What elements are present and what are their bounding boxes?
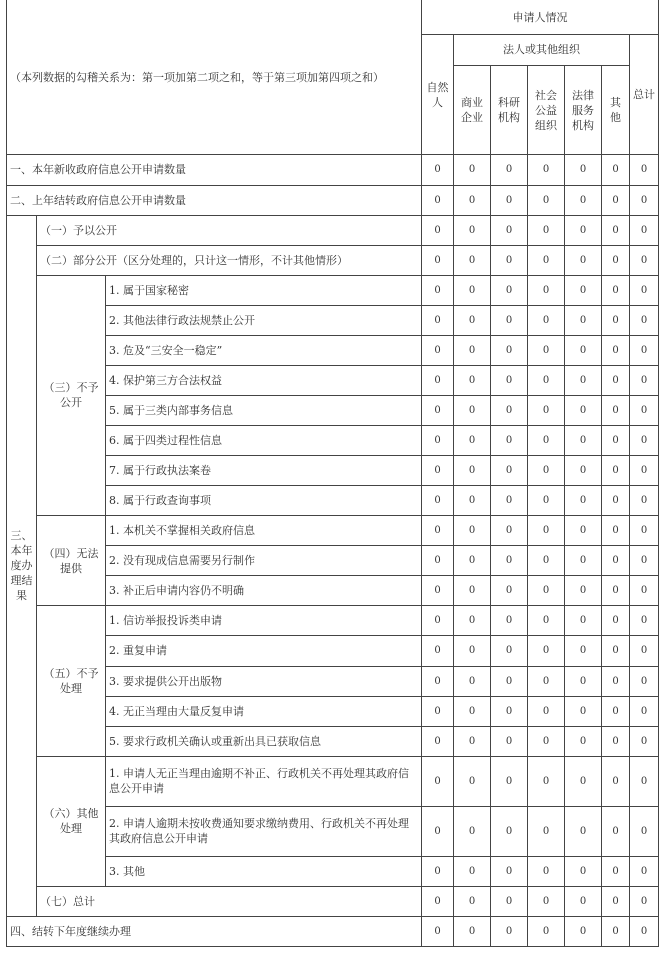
value-cell: 0 <box>422 886 454 916</box>
value-cell: 0 <box>491 916 528 946</box>
row-label: 一、本年新收政府信息公开申请数量 <box>7 155 422 185</box>
value-cell: 0 <box>491 155 528 185</box>
value-cell: 0 <box>491 305 528 335</box>
value-cell: 0 <box>602 245 630 275</box>
value-cell: 0 <box>454 606 491 636</box>
value-cell: 0 <box>454 666 491 696</box>
value-cell: 0 <box>528 606 565 636</box>
row-label: 7. 属于行政执法案卷 <box>106 456 422 486</box>
value-cell: 0 <box>454 806 491 856</box>
value-cell: 0 <box>528 726 565 756</box>
value-cell: 0 <box>491 275 528 305</box>
row-label: 4. 无正当理由大量反复申请 <box>106 696 422 726</box>
value-cell: 0 <box>602 185 630 215</box>
value-cell: 0 <box>565 576 602 606</box>
value-cell: 0 <box>602 916 630 946</box>
value-cell: 0 <box>454 696 491 726</box>
row-label: 5. 要求行政机关确认或重新出具已获取信息 <box>106 726 422 756</box>
value-cell: 0 <box>602 606 630 636</box>
statistics-table <box>6 0 659 947</box>
value-cell: 0 <box>491 395 528 425</box>
relationship-note: （本列数据的勾稽关系为：第一项加第二项之和，等于第三项加第四项之和） <box>7 0 422 155</box>
value-cell: 0 <box>422 756 454 806</box>
value-cell: 0 <box>491 726 528 756</box>
row-label: 3. 补正后申请内容仍不明确 <box>106 576 422 606</box>
value-cell: 0 <box>602 696 630 726</box>
value-cell: 0 <box>528 756 565 806</box>
value-cell: 0 <box>565 806 602 856</box>
value-cell: 0 <box>602 335 630 365</box>
value-cell: 0 <box>565 426 602 456</box>
value-cell: 0 <box>491 856 528 886</box>
value-cell: 0 <box>454 916 491 946</box>
row-label: 1. 申请人无正当理由逾期不补正、行政机关不再处理其政府信息公开申请 <box>106 756 422 806</box>
value-cell: 0 <box>528 365 565 395</box>
value-cell: 0 <box>454 486 491 516</box>
value-cell: 0 <box>602 756 630 806</box>
value-cell: 0 <box>422 856 454 886</box>
public-welfare-header: 社会公益组织 <box>528 65 565 155</box>
value-cell: 0 <box>422 606 454 636</box>
table-row <box>7 245 659 275</box>
value-cell: 0 <box>602 456 630 486</box>
value-cell: 0 <box>491 806 528 856</box>
value-cell: 0 <box>454 275 491 305</box>
table-row <box>7 756 659 806</box>
value-cell: 0 <box>422 486 454 516</box>
other-header: 其他 <box>602 65 630 155</box>
value-cell: 0 <box>630 486 659 516</box>
value-cell: 0 <box>630 426 659 456</box>
row-label: （七）总计 <box>37 886 422 916</box>
value-cell: 0 <box>422 456 454 486</box>
value-cell: 0 <box>491 215 528 245</box>
value-cell: 0 <box>630 576 659 606</box>
value-cell: 0 <box>602 636 630 666</box>
value-cell: 0 <box>630 546 659 576</box>
row-label: （一）予以公开 <box>37 215 422 245</box>
row-label: 2. 重复申请 <box>106 636 422 666</box>
value-cell: 0 <box>422 155 454 185</box>
value-cell: 0 <box>454 636 491 666</box>
value-cell: 0 <box>422 245 454 275</box>
row-label: 8. 属于行政查询事项 <box>106 486 422 516</box>
value-cell: 0 <box>454 185 491 215</box>
value-cell: 0 <box>630 726 659 756</box>
value-cell: 0 <box>528 305 565 335</box>
value-cell: 0 <box>491 516 528 546</box>
value-cell: 0 <box>630 856 659 886</box>
value-cell: 0 <box>528 155 565 185</box>
applicant-header: 申请人情况 <box>422 0 659 35</box>
value-cell: 0 <box>630 886 659 916</box>
value-cell: 0 <box>491 606 528 636</box>
value-cell: 0 <box>454 756 491 806</box>
value-cell: 0 <box>528 546 565 576</box>
value-cell: 0 <box>491 636 528 666</box>
value-cell: 0 <box>630 365 659 395</box>
value-cell: 0 <box>528 516 565 546</box>
value-cell: 0 <box>491 756 528 806</box>
row-label: 5. 属于三类内部事务信息 <box>106 395 422 425</box>
value-cell: 0 <box>565 155 602 185</box>
value-cell: 0 <box>491 365 528 395</box>
value-cell: 0 <box>528 426 565 456</box>
value-cell: 0 <box>565 666 602 696</box>
row-label: 3. 要求提供公开出版物 <box>106 666 422 696</box>
value-cell: 0 <box>491 546 528 576</box>
value-cell: 0 <box>565 756 602 806</box>
value-cell: 0 <box>565 245 602 275</box>
value-cell: 0 <box>602 516 630 546</box>
row-label: 4. 保护第三方合法权益 <box>106 365 422 395</box>
value-cell: 0 <box>491 696 528 726</box>
value-cell: 0 <box>528 666 565 696</box>
value-cell: 0 <box>630 636 659 666</box>
value-cell: 0 <box>454 546 491 576</box>
value-cell: 0 <box>491 245 528 275</box>
value-cell: 0 <box>630 305 659 335</box>
value-cell: 0 <box>528 636 565 666</box>
value-cell: 0 <box>422 275 454 305</box>
value-cell: 0 <box>630 806 659 856</box>
group-not-disclosed: （三）不予公开 <box>37 275 106 516</box>
table-row <box>7 886 659 916</box>
value-cell: 0 <box>454 886 491 916</box>
research-header: 科研机构 <box>491 65 528 155</box>
value-cell: 0 <box>565 696 602 726</box>
value-cell: 0 <box>602 215 630 245</box>
value-cell: 0 <box>491 456 528 486</box>
value-cell: 0 <box>630 395 659 425</box>
value-cell: 0 <box>565 726 602 756</box>
value-cell: 0 <box>454 365 491 395</box>
value-cell: 0 <box>630 185 659 215</box>
row-label: 2. 申请人逾期未按收费通知要求缴纳费用、行政机关不再处理其政府信息公开申请 <box>106 806 422 856</box>
value-cell: 0 <box>454 395 491 425</box>
value-cell: 0 <box>422 426 454 456</box>
value-cell: 0 <box>528 395 565 425</box>
value-cell: 0 <box>630 335 659 365</box>
value-cell: 0 <box>630 215 659 245</box>
value-cell: 0 <box>528 215 565 245</box>
value-cell: 0 <box>528 696 565 726</box>
value-cell: 0 <box>454 335 491 365</box>
value-cell: 0 <box>528 576 565 606</box>
value-cell: 0 <box>602 886 630 916</box>
value-cell: 0 <box>422 576 454 606</box>
value-cell: 0 <box>630 756 659 806</box>
value-cell: 0 <box>602 395 630 425</box>
value-cell: 0 <box>565 395 602 425</box>
value-cell: 0 <box>528 275 565 305</box>
value-cell: 0 <box>491 335 528 365</box>
value-cell: 0 <box>422 395 454 425</box>
value-cell: 0 <box>528 185 565 215</box>
value-cell: 0 <box>565 856 602 886</box>
row-label: 2. 没有现成信息需要另行制作 <box>106 546 422 576</box>
value-cell: 0 <box>422 726 454 756</box>
legal-service-header: 法律服务机构 <box>565 65 602 155</box>
value-cell: 0 <box>422 666 454 696</box>
value-cell: 0 <box>528 245 565 275</box>
row-label: 二、上年结转政府信息公开申请数量 <box>7 185 422 215</box>
value-cell: 0 <box>528 456 565 486</box>
value-cell: 0 <box>630 916 659 946</box>
value-cell: 0 <box>528 806 565 856</box>
value-cell: 0 <box>602 576 630 606</box>
value-cell: 0 <box>422 516 454 546</box>
group-not-processed: （五）不予处理 <box>37 606 106 756</box>
value-cell: 0 <box>528 486 565 516</box>
value-cell: 0 <box>630 606 659 636</box>
value-cell: 0 <box>565 305 602 335</box>
row-label: 3. 危及“三安全一稳定” <box>106 335 422 365</box>
value-cell: 0 <box>602 546 630 576</box>
value-cell: 0 <box>528 856 565 886</box>
total-header: 总计 <box>630 35 659 155</box>
value-cell: 0 <box>528 916 565 946</box>
value-cell: 0 <box>422 806 454 856</box>
value-cell: 0 <box>565 546 602 576</box>
group-cannot-provide: （四）无法提供 <box>37 516 106 606</box>
legal-group-header: 法人或其他组织 <box>454 35 630 66</box>
value-cell: 0 <box>602 726 630 756</box>
row-label: 6. 属于四类过程性信息 <box>106 426 422 456</box>
value-cell: 0 <box>491 576 528 606</box>
table-row <box>7 185 659 215</box>
table-row <box>7 516 659 546</box>
value-cell: 0 <box>422 305 454 335</box>
value-cell: 0 <box>630 155 659 185</box>
value-cell: 0 <box>422 185 454 215</box>
value-cell: 0 <box>491 185 528 215</box>
value-cell: 0 <box>491 886 528 916</box>
value-cell: 0 <box>454 155 491 185</box>
value-cell: 0 <box>602 856 630 886</box>
value-cell: 0 <box>565 456 602 486</box>
value-cell: 0 <box>602 666 630 696</box>
value-cell: 0 <box>565 365 602 395</box>
table-row <box>7 215 659 245</box>
value-cell: 0 <box>422 365 454 395</box>
value-cell: 0 <box>422 916 454 946</box>
row-label: 3. 其他 <box>106 856 422 886</box>
value-cell: 0 <box>630 245 659 275</box>
value-cell: 0 <box>422 215 454 245</box>
table-row <box>7 606 659 636</box>
row-label: 四、结转下年度继续办理 <box>7 916 422 946</box>
value-cell: 0 <box>565 275 602 305</box>
value-cell: 0 <box>630 275 659 305</box>
table-row <box>7 916 659 946</box>
value-cell: 0 <box>491 486 528 516</box>
row-label: （二）部分公开（区分处理的，只计这一情形，不计其他情形） <box>37 245 422 275</box>
value-cell: 0 <box>454 456 491 486</box>
value-cell: 0 <box>565 185 602 215</box>
table-row <box>7 275 659 305</box>
row-label: 1. 本机关不掌握相关政府信息 <box>106 516 422 546</box>
value-cell: 0 <box>528 886 565 916</box>
value-cell: 0 <box>491 426 528 456</box>
value-cell: 0 <box>565 606 602 636</box>
value-cell: 0 <box>602 426 630 456</box>
value-cell: 0 <box>630 516 659 546</box>
value-cell: 0 <box>602 486 630 516</box>
natural-person-header: 自然人 <box>422 35 454 155</box>
value-cell: 0 <box>454 726 491 756</box>
value-cell: 0 <box>454 215 491 245</box>
value-cell: 0 <box>565 916 602 946</box>
value-cell: 0 <box>454 576 491 606</box>
section-three-label: 三、本年度办理结果 <box>7 215 37 916</box>
value-cell: 0 <box>602 155 630 185</box>
group-other-processing: （六）其他处理 <box>37 756 106 886</box>
value-cell: 0 <box>422 335 454 365</box>
value-cell: 0 <box>630 456 659 486</box>
value-cell: 0 <box>602 275 630 305</box>
table-row <box>7 155 659 185</box>
value-cell: 0 <box>602 305 630 335</box>
commercial-header: 商业企业 <box>454 65 491 155</box>
value-cell: 0 <box>454 426 491 456</box>
value-cell: 0 <box>630 696 659 726</box>
row-label: 1. 信访举报投诉类申请 <box>106 606 422 636</box>
value-cell: 0 <box>528 335 565 365</box>
value-cell: 0 <box>602 806 630 856</box>
value-cell: 0 <box>454 516 491 546</box>
value-cell: 0 <box>565 215 602 245</box>
value-cell: 0 <box>565 886 602 916</box>
value-cell: 0 <box>602 365 630 395</box>
value-cell: 0 <box>422 546 454 576</box>
value-cell: 0 <box>454 245 491 275</box>
value-cell: 0 <box>565 335 602 365</box>
value-cell: 0 <box>565 636 602 666</box>
value-cell: 0 <box>565 516 602 546</box>
value-cell: 0 <box>454 856 491 886</box>
value-cell: 0 <box>565 486 602 516</box>
row-label: 2. 其他法律行政法规禁止公开 <box>106 305 422 335</box>
row-label: 1. 属于国家秘密 <box>106 275 422 305</box>
value-cell: 0 <box>422 636 454 666</box>
value-cell: 0 <box>454 305 491 335</box>
value-cell: 0 <box>422 696 454 726</box>
value-cell: 0 <box>630 666 659 696</box>
value-cell: 0 <box>491 666 528 696</box>
